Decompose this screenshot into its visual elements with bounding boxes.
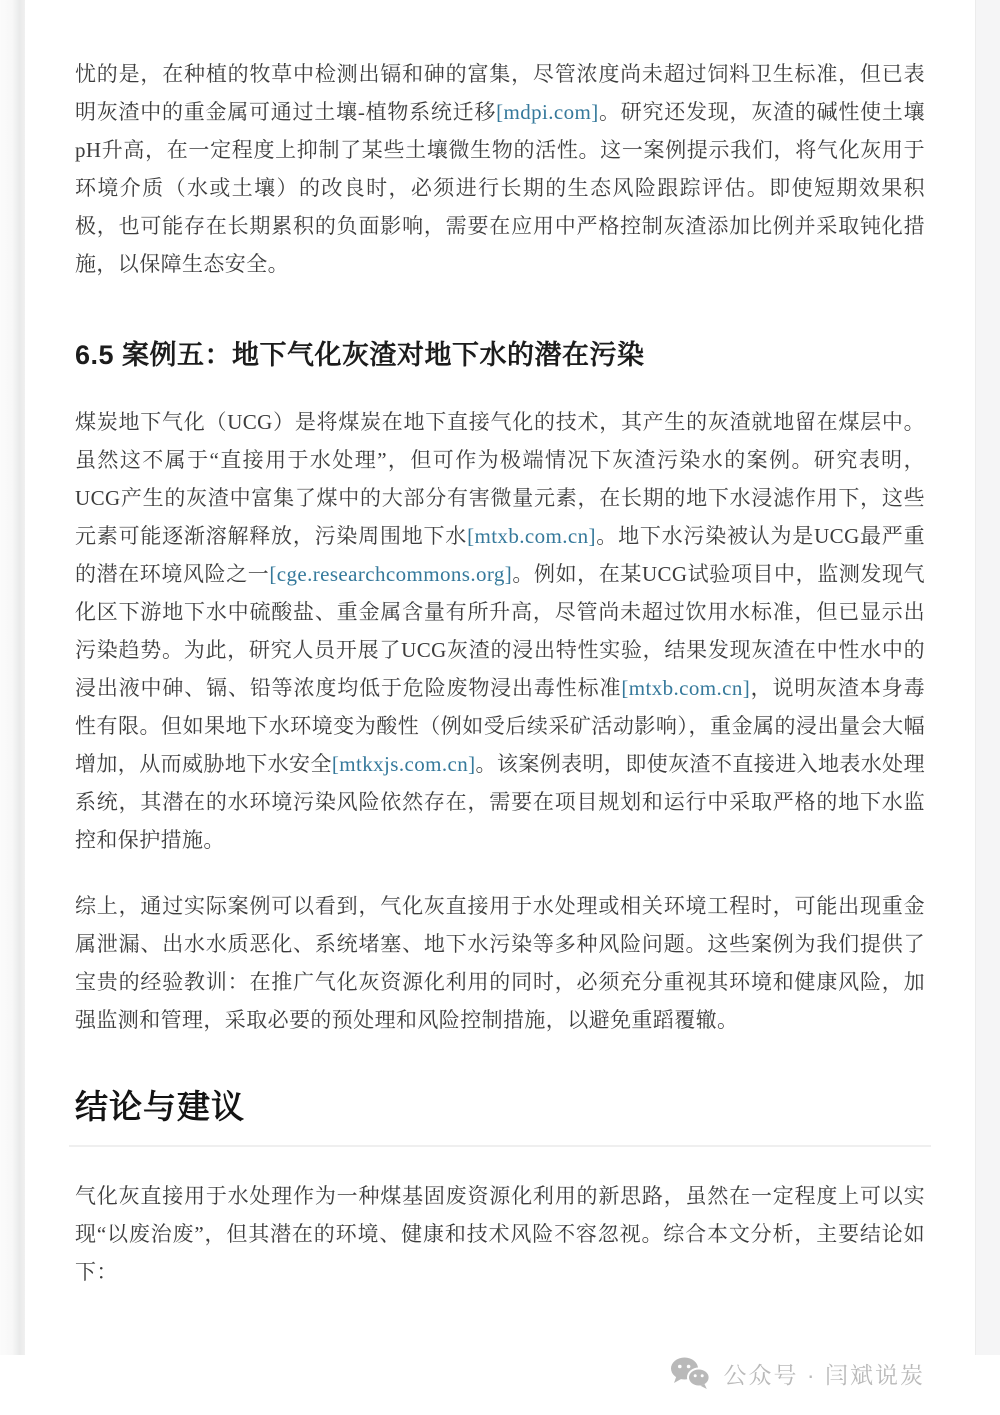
text-segment: 。例如，在某UCG试验项目中，监测发现气化区下游地下水中硫酸盐、重金属含量有所升高，尽管尚未超过饮用水标准，但已显示出污染趋势。为此，研究人员开展了UCG灰渣的浸出特性实验，结果发现灰渣在中性水中的浸出液中砷、镉、铅等浓度均低于危险废物浸出毒性标准 (75, 562, 925, 700)
article-content-card (25, 0, 975, 1415)
citation-link[interactable]: [mtkxjs.com.cn] (331, 752, 476, 776)
intro-paragraph (75, 55, 925, 283)
citation-link[interactable]: [mtxb.com.cn] (621, 676, 751, 700)
citation-link[interactable]: [mdpi.com] (496, 100, 599, 124)
watermark-label: 公众号 · 闫斌说炭 (723, 1362, 925, 1388)
page-gutter-left (0, 0, 25, 1355)
text-segment: 忧的是，在种植的牧草中检测出镉和砷的富集，尽管浓度尚未超过饲料卫生标准，但已表明灰渣中的重金属可通过土壤-植物系统迁移 (75, 62, 925, 124)
section-heading-case-five: 6.5 案例五：地下气化灰渣对地下水的潜在污染 (75, 340, 645, 370)
account-watermark (75, 1357, 925, 1390)
text-segment: 。地下水污染被认为是UCG最严重的潜在环境风险之一 (75, 524, 925, 586)
summary-paragraph (75, 887, 925, 1039)
text-segment: 。研究还发现，灰渣的碱性使土壤pH升高，在一定程度上抑制了某些土壤微生物的活性。这一案例提示我们，将气化灰用于环境介质（水或土壤）的改良时，必须进行长期的生态风险跟踪评估。即使短期效果积极，也可能存在长期累积的负面影响，需要在应用中严格控制灰渣添加比例并采取钝化措施，以保障生态安全。 (75, 100, 926, 276)
page-gutter-right (975, 0, 1000, 1355)
text-segment: ，说明灰渣本身毒性有限。但如果地下水环境变为酸性（例如受后续采矿活动影响），重金属的浸出量会大幅增加，从而威胁地下水安全 (75, 676, 925, 776)
text-segment: 气化灰直接用于水处理作为一种煤基固废资源化利用的新思路，虽然在一定程度上可以实现“以废治废”，但其潜在的环境、健康和技术风险不容忽视。综合本文分析，主要结论如下： (75, 1184, 925, 1284)
conclusion-heading: 结论与建议 (75, 1088, 245, 1125)
text-segment: 综上，通过实际案例可以看到，气化灰直接用于水处理或相关环境工程时，可能出现重金属泄漏、出水水质恶化、系统堵塞、地下水污染等多种风险问题。这些案例为我们提供了宝贵的经验教训：在推广气化灰资源化利用的同时，必须充分重视其环境和健康风险，加强监测和管理，采取必要的预处理和风险控制措施，以避免重蹈覆辙。 (75, 894, 925, 1032)
conclusion-paragraph (75, 1177, 925, 1291)
text-segment: 。该案例表明，即使灰渣不直接进入地表水处理系统，其潜在的水环境污染风险依然存在，需要在项目规划和运行中采取严格的地下水监控和保护措施。 (75, 752, 925, 852)
wechat-icon (670, 1357, 710, 1390)
case-paragraph (75, 403, 925, 859)
citation-link[interactable]: [cge.researchcommons.org] (269, 562, 513, 586)
text-segment: 煤炭地下气化（UCG）是将煤炭在地下直接气化的技术，其产生的灰渣就地留在煤层中。虽然这不属于“直接用于水处理”，但可作为极端情况下灰渣污染水的案例。研究表明，UCG产生的灰渣中富集了煤中的大部分有害微量元素，在长期的地下水浸滤作用下，这些元素可能逐渐溶解释放，污染周围地下水 (75, 410, 925, 548)
citation-link[interactable]: [mtxb.com.cn] (467, 524, 596, 548)
heading-divider (69, 1145, 931, 1147)
